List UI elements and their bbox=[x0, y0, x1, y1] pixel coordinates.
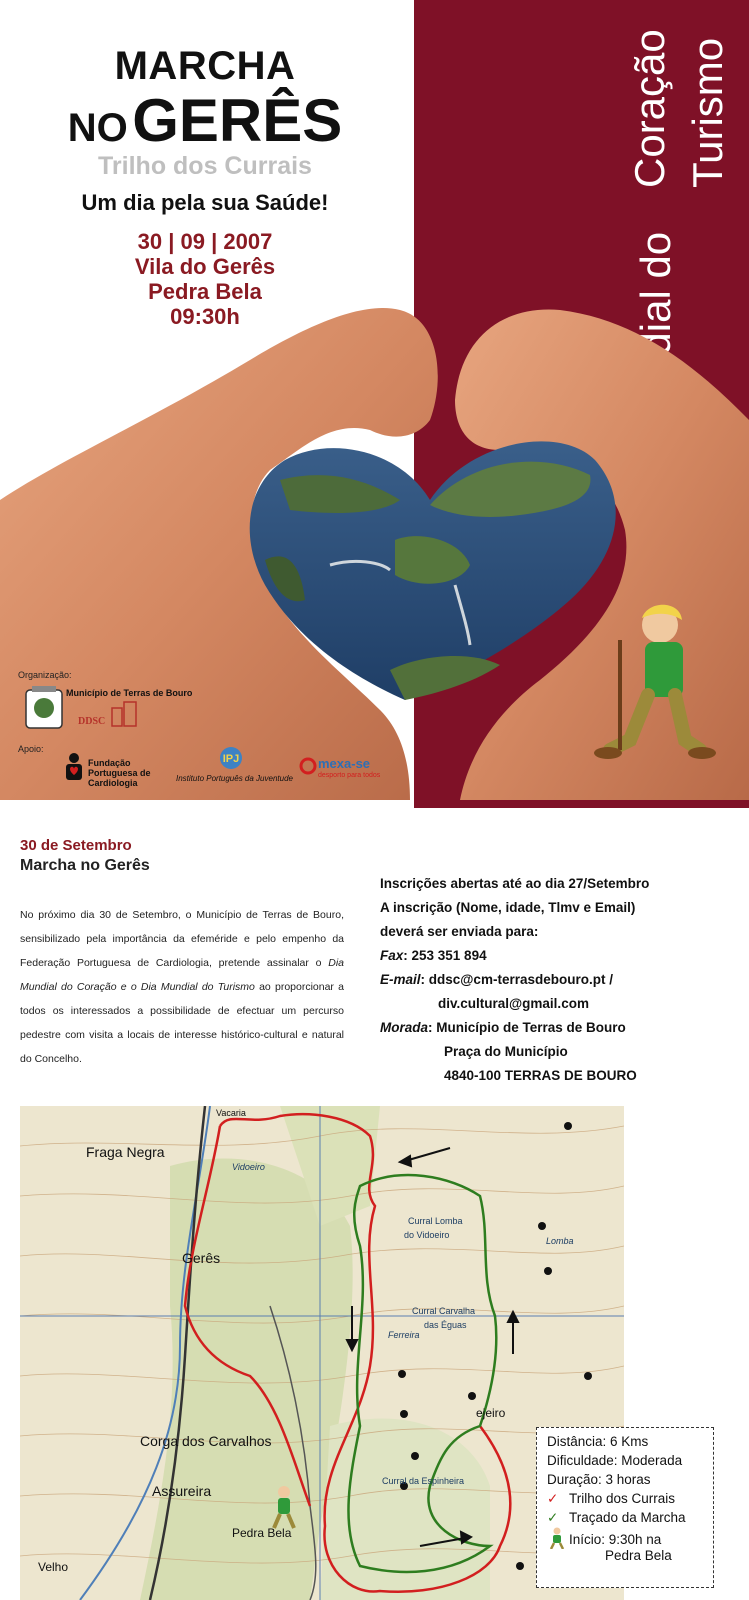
municipality-crest-icon bbox=[18, 684, 70, 734]
mexa-se-icon bbox=[298, 756, 318, 776]
legend-hiker-icon bbox=[547, 1527, 567, 1549]
contact-line3: deverá ser enviada para: bbox=[380, 924, 539, 939]
event-place: Vila do Gerês bbox=[134, 254, 276, 279]
map-label-geres: Gerês bbox=[182, 1250, 221, 1266]
legend-inicio-2: Pedra Bela bbox=[605, 1548, 672, 1563]
email-value-1[interactable]: : ddsc@cm-terrasdebouro.pt / bbox=[420, 972, 613, 987]
legend-distancia: Distância: 6 Kms bbox=[547, 1434, 649, 1449]
contact-line1: Inscrições abertas até ao dia 27/Setembro bbox=[380, 876, 650, 891]
email-value-2[interactable]: div.cultural@gmail.com bbox=[438, 996, 589, 1011]
legend-trilho: Trilho dos Currais bbox=[569, 1491, 676, 1506]
map-label-velho: Velho bbox=[38, 1560, 69, 1574]
body-part-3: ao proporcionar a todos os interessados a possibilidade de efectuar um percurso pedestre com visita a locais de interesse histórico-cultural e natural do Concelho. bbox=[20, 981, 344, 1065]
registration-info bbox=[380, 872, 740, 1088]
org-name: Município de Terras de Bouro bbox=[66, 688, 193, 698]
morada-label: Morada bbox=[380, 1020, 429, 1035]
map-drawing bbox=[20, 1106, 624, 1600]
legend-trilho-row bbox=[547, 1489, 713, 1508]
map-label-ejeiro: ejeiro bbox=[476, 1406, 506, 1420]
title-geres: GERÊS bbox=[132, 87, 343, 154]
vertical-title-line2: Coração bbox=[626, 29, 673, 188]
slogan: Um dia pela sua Saúde! bbox=[81, 190, 329, 215]
event-date: 30 | 09 | 2007 bbox=[137, 229, 273, 254]
ipj-badge-text: IPJ bbox=[222, 753, 240, 765]
sponsor-fpc: Fundação Portuguesa de Cardiologia bbox=[88, 758, 151, 788]
morada-value-2: Praça do Município bbox=[444, 1044, 568, 1059]
event-time: 09:30h bbox=[170, 304, 240, 329]
ipj-logo-icon bbox=[214, 746, 248, 770]
map-label-fraga-negra: Fraga Negra bbox=[86, 1144, 165, 1160]
heart-person-icon bbox=[62, 752, 86, 782]
vertical-title-line3: Turismo bbox=[684, 37, 731, 188]
apoio-label: Apoio: bbox=[18, 744, 44, 754]
body-emphasis-2: e o Dia Mundial do Turismo bbox=[120, 981, 255, 993]
map-label-curral-carvalha-2: das Éguas bbox=[424, 1320, 467, 1330]
map-label-pedra-bela: Pedra Bela bbox=[232, 1526, 292, 1540]
organizacao-label: Organização: bbox=[18, 670, 72, 680]
map-label-curral-carvalha-1: Curral Carvalha bbox=[412, 1306, 476, 1316]
green-check-icon: ✓ bbox=[547, 1510, 559, 1525]
contact-line2: A inscrição (Nome, idade, Tlmv e Email) bbox=[380, 900, 636, 915]
body-emphasis-1: Dia Mundial do Coração bbox=[20, 957, 344, 993]
map-label-ferreira: Ferreira bbox=[388, 1330, 420, 1340]
email-label: E-mail bbox=[380, 972, 421, 987]
map-label-curral-lomba-2: do Vidoeiro bbox=[404, 1230, 450, 1240]
morada-value-1: : Município de Terras de Bouro bbox=[428, 1020, 626, 1035]
event-heading: Marcha no Gerês bbox=[20, 857, 150, 874]
email-line bbox=[380, 968, 740, 992]
red-check-icon: ✓ bbox=[547, 1491, 559, 1506]
title-no-geres bbox=[0, 86, 410, 155]
map-label-assureira: Assureira bbox=[152, 1483, 212, 1499]
map-label-corga: Corga dos Carvalhos bbox=[140, 1433, 272, 1449]
morada-line bbox=[380, 1016, 740, 1040]
legend-dificuldade: Dificuldade: Moderada bbox=[547, 1453, 683, 1468]
morada-value-3: 4840-100 TERRAS DE BOURO bbox=[444, 1068, 637, 1083]
sponsor-ipj: Instituto Português da Juventude bbox=[176, 774, 293, 783]
body-part-1: No próximo dia 30 de Setembro, o Município de Terras de Bouro, sensibilizado pela importância da efeméride e pelo empenho da Federação Portuguesa de Cardiologia, pretende assinalar o bbox=[20, 909, 344, 969]
map-label-lomba: Lomba bbox=[546, 1236, 574, 1246]
map-label-curral-lomba-1: Curral Lomba bbox=[408, 1216, 463, 1226]
legend-inicio-row bbox=[547, 1527, 713, 1549]
subtitle: Trilho dos Currais bbox=[98, 152, 312, 180]
map-label-vidoeiro: Vidoeiro bbox=[232, 1162, 265, 1172]
ddsc-logo: DDSC bbox=[78, 716, 106, 727]
legend-tracado-row bbox=[547, 1508, 713, 1527]
sponsor-mexa-se-tag: desporto para todos bbox=[318, 772, 381, 779]
event-spot: Pedra Bela bbox=[148, 279, 262, 304]
fax-value: : 253 351 894 bbox=[403, 948, 487, 963]
map-label-vacaria: Vacaria bbox=[216, 1108, 246, 1118]
title-marcha: MARCHA bbox=[114, 44, 296, 88]
sponsor-mexa-se: mexa-se bbox=[318, 756, 371, 771]
ddsc-building-icon bbox=[108, 700, 144, 728]
fax-line bbox=[380, 944, 740, 968]
legend-tracado: Traçado da Marcha bbox=[569, 1510, 686, 1525]
date-heading: 30 de Setembro bbox=[20, 837, 132, 854]
article-body bbox=[20, 903, 344, 1071]
legend-inicio-1: Início: 9:30h na bbox=[569, 1532, 662, 1547]
fax-label: Fax bbox=[380, 948, 404, 963]
title-no: NO bbox=[67, 106, 128, 150]
map-label-curral-espinheira: Curral da Espinheira bbox=[382, 1476, 465, 1486]
map-legend bbox=[536, 1427, 714, 1588]
legend-duracao: Duração: 3 horas bbox=[547, 1472, 651, 1487]
trail-map bbox=[20, 1106, 624, 1600]
